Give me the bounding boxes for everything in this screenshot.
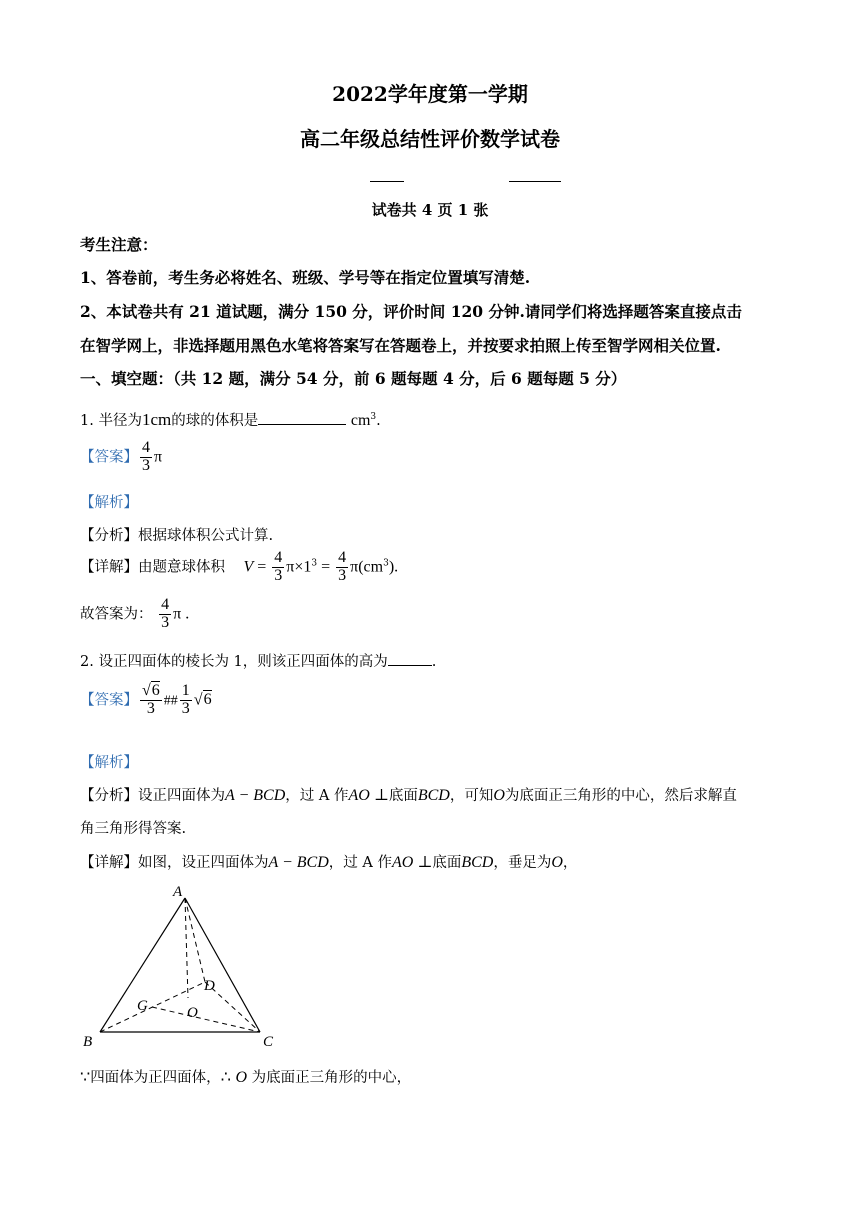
- label-B: B: [83, 1034, 93, 1050]
- q2-answer: 【答案】 $\frac{√6}{3}$ ## $\frac{1}{3}$ √6: [80, 682, 212, 717]
- height-AO: [185, 898, 188, 998]
- q1-conclusion: 故答案为： $\frac{4}{3}$ π .: [80, 596, 190, 631]
- label-C: C: [263, 1034, 274, 1050]
- fraction-4-3: $\frac{4}{3}$: [142, 439, 150, 474]
- answer-blank: [388, 665, 432, 666]
- question-2: 2. 设正四面体的棱长为 1，则该正四面体的高为 .: [80, 654, 437, 670]
- notice-heading: 考生注意：: [80, 235, 158, 254]
- notice-item-1: 1、答卷前，考生务必将姓名、班级、学号等在指定位置填写清楚.: [80, 268, 531, 287]
- page-title-exam: 高二年级总结性评价数学试卷: [300, 127, 560, 151]
- q2-fenxi-line-1: 【分析】设正四面体为A − BCD，过 A 作AO ⊥底面BCD，可知O为底面正三角形的中心，然后求解直: [80, 787, 737, 804]
- section-heading-fill-in: 一、填空题：（共 12 题，满分 54 分，前 6 题每题 4 分，后 6 题每题 5 分）: [80, 369, 627, 388]
- pages-info: 试卷共 4 页 1 张: [371, 201, 489, 219]
- answer-blank: [258, 424, 346, 425]
- question-1: 1. 半径为1cm的球的体积是 $cm^3$.: [80, 410, 381, 429]
- q1-answer: 【答案】 $\frac{4}{3}$ π: [80, 439, 163, 474]
- tetrahedron-figure: [80, 880, 290, 1055]
- edge-AD: [185, 898, 205, 982]
- notice-item-2-line-1: 2、本试卷共有 21 道试题，满分 150 分，评价时间 120 分钟.请同学们将选择题答案直接点击: [80, 302, 742, 321]
- answer-tag: 【答案】: [80, 692, 138, 709]
- median-GC: [152, 1007, 260, 1032]
- q1-xiangjie: 【详解】由题意球体积 V = $\frac{4}{3}$ $\pi\times 1^3$ = $\frac{4}{3}$ $\pi(cm^3)$.: [80, 549, 399, 584]
- radius-value: 1cm: [141, 410, 172, 429]
- q1-analysis-tag: 【解析】: [80, 495, 138, 511]
- q1-fenxi: 【分析】根据球体积公式计算.: [80, 528, 274, 544]
- label-G: G: [137, 998, 148, 1014]
- notice-item-2-line-2: 在智学网上，非选择题用黑色水笔将答案写在答题卷上，并按要求拍照上传至智学网相关位置.: [80, 336, 721, 355]
- label-A: A: [173, 884, 183, 900]
- name-blank-line: [370, 181, 404, 182]
- class-blank-line: [509, 181, 561, 182]
- q2-fenxi-line-2: 角三角形得答案.: [80, 821, 187, 837]
- q2-xiangjie: 【详解】如图，设正四面体为A − BCD，过 A 作AO ⊥底面BCD，垂足为O，: [80, 854, 578, 871]
- answer-tag: 【答案】: [80, 449, 138, 466]
- q2-analysis-tag: 【解析】: [80, 755, 138, 771]
- q2-reasoning: ∵四面体为正四面体，∴ O 为底面正三角形的中心，: [80, 1069, 412, 1086]
- label-D: D: [204, 978, 215, 994]
- page-title-term: 2022学年度第一学期: [332, 82, 528, 106]
- label-O: O: [187, 1005, 198, 1021]
